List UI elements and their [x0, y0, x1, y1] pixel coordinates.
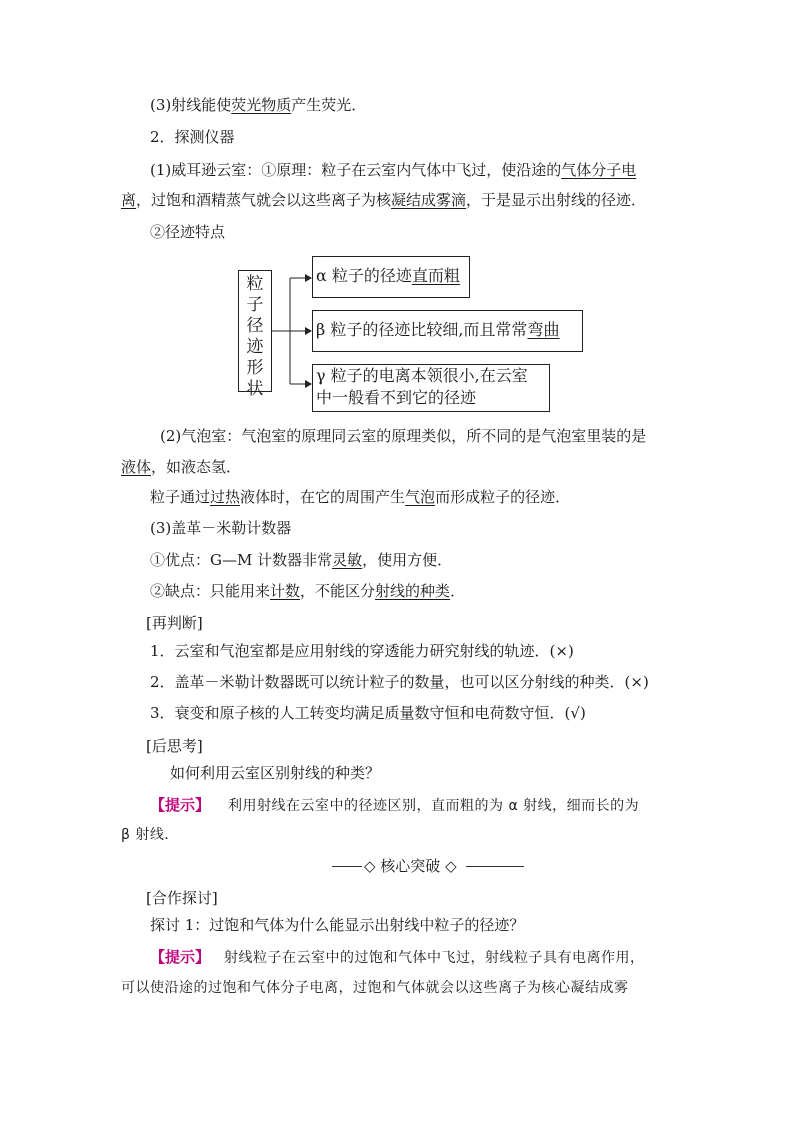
underlined-term: 凝结成雾滴 — [391, 191, 467, 209]
divider-right — [466, 866, 524, 867]
bubble-chamber-paragraph-cont — [121, 457, 241, 477]
coop-label: [合作探讨] — [146, 889, 218, 907]
underlined-term: 荧光物质 — [231, 96, 292, 114]
text: ． — [450, 582, 466, 600]
hint-label: 【提示】 — [150, 796, 211, 814]
think-answer — [150, 795, 639, 816]
coop-answer-cont: 可以使沿途的过饱和气体分子电离，过饱和气体就会以这些离子为核心凝结成雾 — [121, 980, 629, 996]
text: 利用射线在云室中的径迹区别，直而粗的为 α 射线，细而长的为 — [228, 798, 640, 814]
underlined-term: 直而粗 — [411, 266, 460, 285]
think-question: 如何利用云室区别射线的种类？ — [170, 764, 381, 782]
underlined-term: 液体 — [121, 458, 152, 476]
text: α 粒子的径迹 — [316, 266, 412, 285]
coop-answer — [150, 947, 645, 968]
geiger-disadvantage — [150, 581, 465, 601]
rejudge-item: 3．衰变和原子核的人工转变均满足质量数守恒和电荷数守恒．(√) — [150, 704, 586, 722]
core-breakthrough-heading: ◇ 核心突破 ◇ — [364, 857, 457, 875]
text: 射线粒子在云室中的过饱和气体中飞过，射线粒子具有电离作用， — [224, 950, 645, 966]
text: (1)威耳逊云室：①原理：粒子在云室内气体中飞过，使沿途的 — [150, 161, 562, 179]
text: 粒子通过 — [150, 488, 211, 506]
text: 液体时，在它的周围产生 — [240, 488, 406, 506]
char: 迹 — [246, 337, 264, 357]
char: 子 — [246, 295, 264, 315]
underlined-term: 计数 — [270, 582, 301, 600]
underlined-term: 气泡 — [405, 488, 436, 506]
underlined-term: 离 — [121, 191, 137, 209]
char: 形 — [246, 358, 264, 378]
track-features-heading: ②径迹特点 — [150, 223, 226, 241]
text: 产生荧光． — [291, 96, 367, 114]
underlined-term: 灵敏 — [332, 551, 363, 569]
text: ，于是显示出射线的径迹． — [466, 191, 647, 209]
think-label: [后思考] — [146, 737, 203, 755]
fluorescence-paragraph — [150, 95, 366, 115]
vertical-label-box — [238, 270, 272, 399]
text: ，使用方便． — [362, 551, 453, 569]
beta-track-box — [312, 310, 583, 352]
char: 状 — [246, 379, 264, 399]
think-answer-cont: β 射线． — [121, 827, 179, 843]
text: γ 粒子的电离本领很小,在云室 — [316, 366, 528, 385]
rejudge-label: [再判断] — [146, 614, 203, 632]
underlined-term: 过热 — [210, 488, 241, 506]
coop-question: 探讨 1：过饱和气体为什么能显示出射线中粒子的径迹？ — [150, 916, 525, 934]
gamma-track-box — [312, 364, 550, 412]
divider-left — [332, 866, 362, 867]
underlined-term: 射线的种类 — [375, 582, 451, 600]
geiger-heading: (3)盖革－米勒计数器 — [150, 519, 292, 537]
text: (3)射线能使 — [150, 96, 232, 114]
rejudge-item: 1．云室和气泡室都是应用射线的穿透能力研究射线的轨迹．(×) — [150, 642, 574, 660]
text: 而形成粒子的径迹． — [435, 488, 571, 506]
text: ，如液态氢． — [151, 458, 242, 476]
text: 中一般看不到它的径迹 — [316, 388, 477, 407]
underlined-term: 弯曲 — [527, 320, 560, 339]
geiger-advantage — [150, 550, 452, 570]
branch-arrows — [272, 260, 316, 390]
text: ，不能区分 — [300, 582, 376, 600]
cloud-chamber-paragraph-cont — [121, 190, 646, 210]
char: 粒 — [246, 274, 264, 294]
text: ①优点：G—M 计数器非常 — [150, 551, 333, 569]
underlined-term: 气体分子电 — [561, 161, 637, 179]
text: ，过饱和酒精蒸气就会以这些离子为核 — [136, 191, 392, 209]
text: ②缺点：只能用来 — [150, 582, 271, 600]
char: 径 — [246, 316, 264, 336]
text: β 粒子的径迹比较细,而且常常 — [316, 320, 528, 339]
hint-label: 【提示】 — [150, 948, 211, 966]
rejudge-item: 2．盖革－米勒计数器既可以统计粒子的数量，也可以区分射线的种类．(×) — [150, 673, 649, 691]
cloud-chamber-paragraph — [150, 160, 636, 180]
superheated-paragraph — [150, 487, 570, 507]
section-heading-instruments: 2．探测仪器 — [150, 128, 235, 146]
bubble-chamber-paragraph: (2)气泡室：气泡室的原理同云室的原理类似，所不同的是气泡室里装的是 — [160, 427, 647, 445]
alpha-track-box — [312, 256, 470, 298]
